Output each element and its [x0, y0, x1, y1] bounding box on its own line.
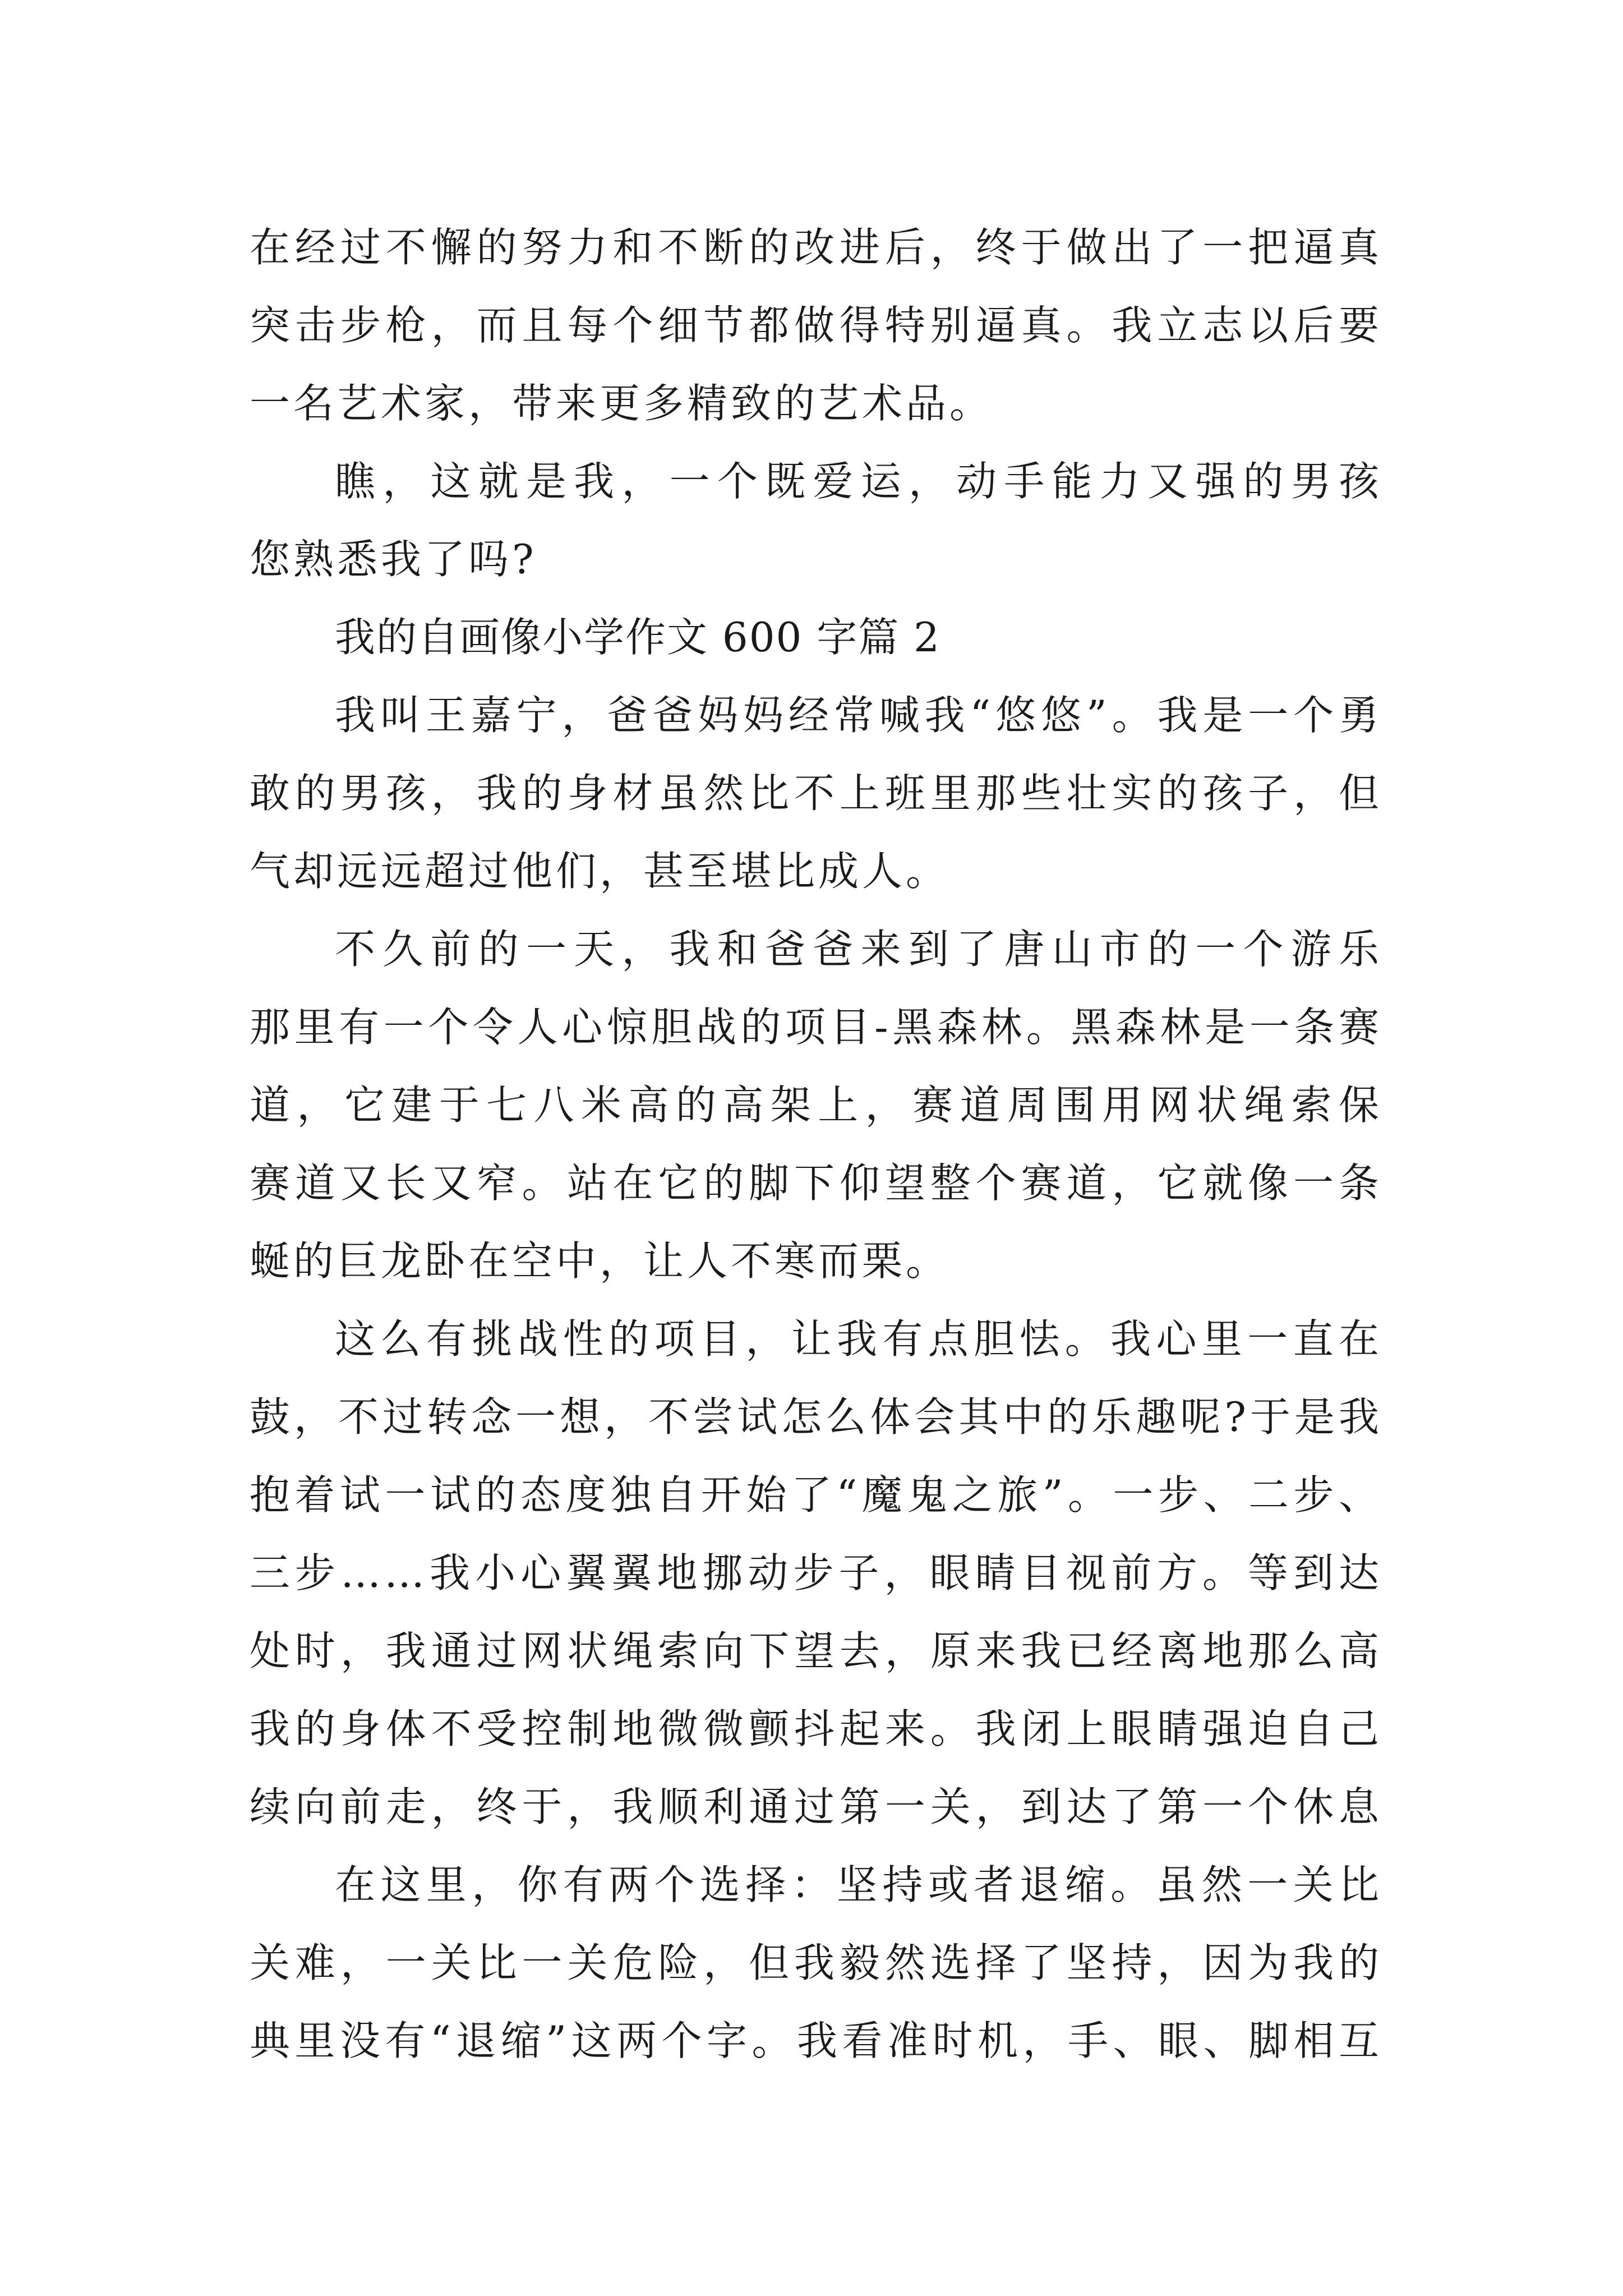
text-line: 在经过不懈的努力和不断的改进后，终于做出了一把逼真: [250, 224, 1382, 271]
text-line: 我的身体不受控制地微微颤抖起来。我闭上眼睛强迫自己: [250, 1705, 1382, 1752]
paragraph-start-line: 在这里，你有两个选择：坚持或者退缩。虽然一关比: [335, 1861, 1382, 1908]
paragraph-start-line: 不久前的一天，我和爸爸来到了唐山市的一个游乐: [335, 926, 1382, 973]
text-line: 典里没有“退缩”这两个字。我看准时机，手、眼、脚相互: [250, 2017, 1382, 2064]
text-line: 突击步枪，而且每个细节都做得特别逼真。我立志以后要: [250, 302, 1382, 349]
text-line: 赛道又长又窄。站在它的脚下仰望整个赛道，它就像一条: [250, 1159, 1382, 1207]
text-line: 三步……我小心翼翼地挪动步子，眼睛目视前方。等到达: [250, 1549, 1382, 1596]
text-line: 气却远远超过他们，甚至堪比成人。: [250, 848, 950, 895]
text-line: 您熟悉我了吗?: [250, 536, 537, 583]
text-line: 一名艺术家，带来更多精致的艺术品。: [250, 380, 994, 427]
text-line: 鼓，不过转念一想，不尝试怎么体会其中的乐趣呢?于是我: [250, 1393, 1382, 1441]
text-line: 续向前走，终于，我顺利通过第一关，到达了第一个休息: [250, 1783, 1382, 1830]
text-line: 道，它建于七八米高的高架上，赛道周围用网状绳索保: [250, 1082, 1382, 1129]
paragraph-start-line: 我叫王嘉宁，爸爸妈妈经常喊我“悠悠”。我是一个勇: [335, 692, 1382, 739]
section-heading: 我的自画像小学作文 600 字篇 2: [335, 614, 940, 661]
text-line: 敢的男孩，我的身材虽然比不上班里那些壮实的孩子，但: [250, 770, 1382, 817]
paragraph-start-line: 这么有挑战性的项目，让我有点胆怯。我心里一直在: [335, 1315, 1382, 1363]
text-line: 关难，一关比一关危险，但我毅然选择了坚持，因为我的: [250, 1939, 1382, 1986]
text-line: 处时，我通过网状绳索向下望去，原来我已经离地那么高: [250, 1627, 1382, 1674]
text-line: 抱着试一试的态度独自开始了“魔鬼之旅”。一步、二步、: [250, 1471, 1382, 1519]
text-line: 蜒的巨龙卧在空中，让人不寒而栗。: [250, 1237, 950, 1285]
essay-body: [250, 209, 1382, 2080]
paragraph-start-line: 瞧，这就是我，一个既爱运，动手能力又强的男孩: [335, 458, 1382, 505]
text-line: 那里有一个令人心惊胆战的项目-黑森林。黑森林是一条赛: [250, 1004, 1382, 1051]
